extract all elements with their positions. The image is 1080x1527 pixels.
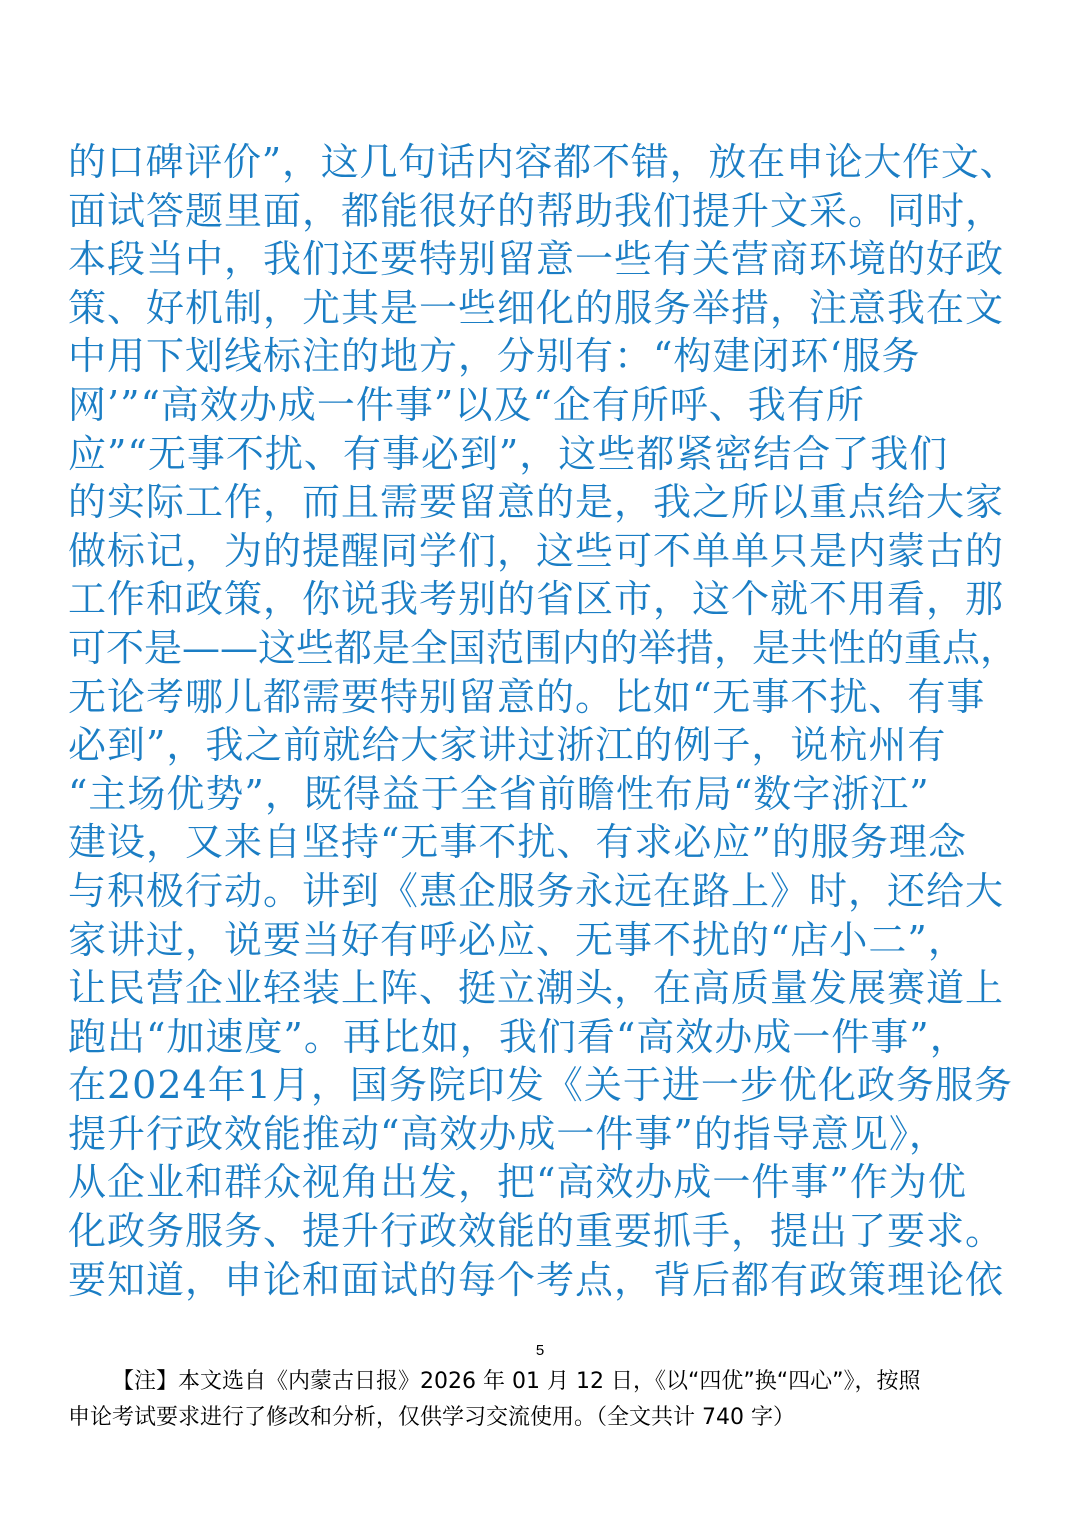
body-line: 无论考哪儿都需要特别留意的。比如“无事不扰、有事 bbox=[68, 674, 986, 719]
body-line: 网’”“高效办成一件事”以及“企有所呼、我有所 bbox=[68, 382, 865, 427]
body-line: 的口碑评价”，这几句话内容都不错，放在申论大作文、 bbox=[68, 140, 1019, 184]
body-line: 让民营企业轻装上阵、挺立潮头，在高质量发展赛道上 bbox=[68, 966, 1005, 1011]
body-line: 本段当中，我们还要特别留意一些有关营商环境的好政 bbox=[68, 237, 1005, 282]
body-text bbox=[68, 138, 1018, 1304]
footnote-line: 【注】本文选自《内蒙古日报》2026 年 01 月 12 日，《以“四优”换“四心”》，按照 bbox=[112, 1369, 921, 1394]
body-line: 工作和政策，你说我考别的省区市，这个就不用看，那 bbox=[68, 577, 1005, 622]
body-line: 家讲过，说要当好有呼必应、无事不扰的“店小二”， bbox=[68, 917, 967, 962]
body-line: “主场优势”，既得益于全省前瞻性布局“数字浙江” bbox=[68, 771, 930, 816]
body-line: 化政务服务、提升行政效能的重要抓手，提出了要求。 bbox=[68, 1209, 1005, 1254]
body-line: 建设，又来自坚持“无事不扰、有求必应”的服务理念 bbox=[68, 820, 967, 865]
body-line: 应”“无事不扰、有事必到”，这些都紧密结合了我们 bbox=[68, 431, 949, 476]
body-line: 跑出“加速度”。再比如，我们看“高效办成一件事”， bbox=[68, 1014, 969, 1059]
body-line: 与积极行动。讲到《惠企服务永远在路上》时，还给大 bbox=[68, 868, 1005, 913]
body-line: 中用下划线标注的地方，分别有：“构建闭环‘服务 bbox=[68, 334, 921, 379]
body-line: 提升行政效能推动“高效办成一件事”的指导意见》， bbox=[68, 1111, 948, 1156]
body-line: 要知道，申论和面试的每个考点，背后都有政策理论依 bbox=[68, 1257, 1005, 1302]
body-line: 策、好机制，尤其是一些细化的服务举措，注意我在文 bbox=[68, 285, 1005, 330]
page-number: 5 bbox=[535, 1342, 545, 1359]
body-line: 从企业和群众视角出发，把“高效办成一件事”作为优 bbox=[68, 1160, 967, 1205]
body-line: 可不是——这些都是全国范围内的举措，是共性的重点， bbox=[68, 625, 1019, 670]
body-line: 必到”，我之前就给大家讲过浙江的例子，说杭州有 bbox=[68, 723, 947, 768]
footnote bbox=[68, 1364, 1018, 1436]
footnote-line: 申论考试要求进行了修改和分析，仅供学习交流使用。（全文共计 740 字） bbox=[68, 1405, 795, 1430]
body-line: 做标记，为的提醒同学们，这些可不单单只是内蒙古的 bbox=[68, 528, 1005, 573]
body-line: 的实际工作，而且需要留意的是，我之所以重点给大家 bbox=[68, 480, 1005, 525]
body-line: 在2024年1月，国务院印发《关于进一步优化政务服务 bbox=[68, 1063, 1013, 1108]
body-line: 面试答题里面，都能很好的帮助我们提升文采。同时， bbox=[68, 188, 1005, 233]
